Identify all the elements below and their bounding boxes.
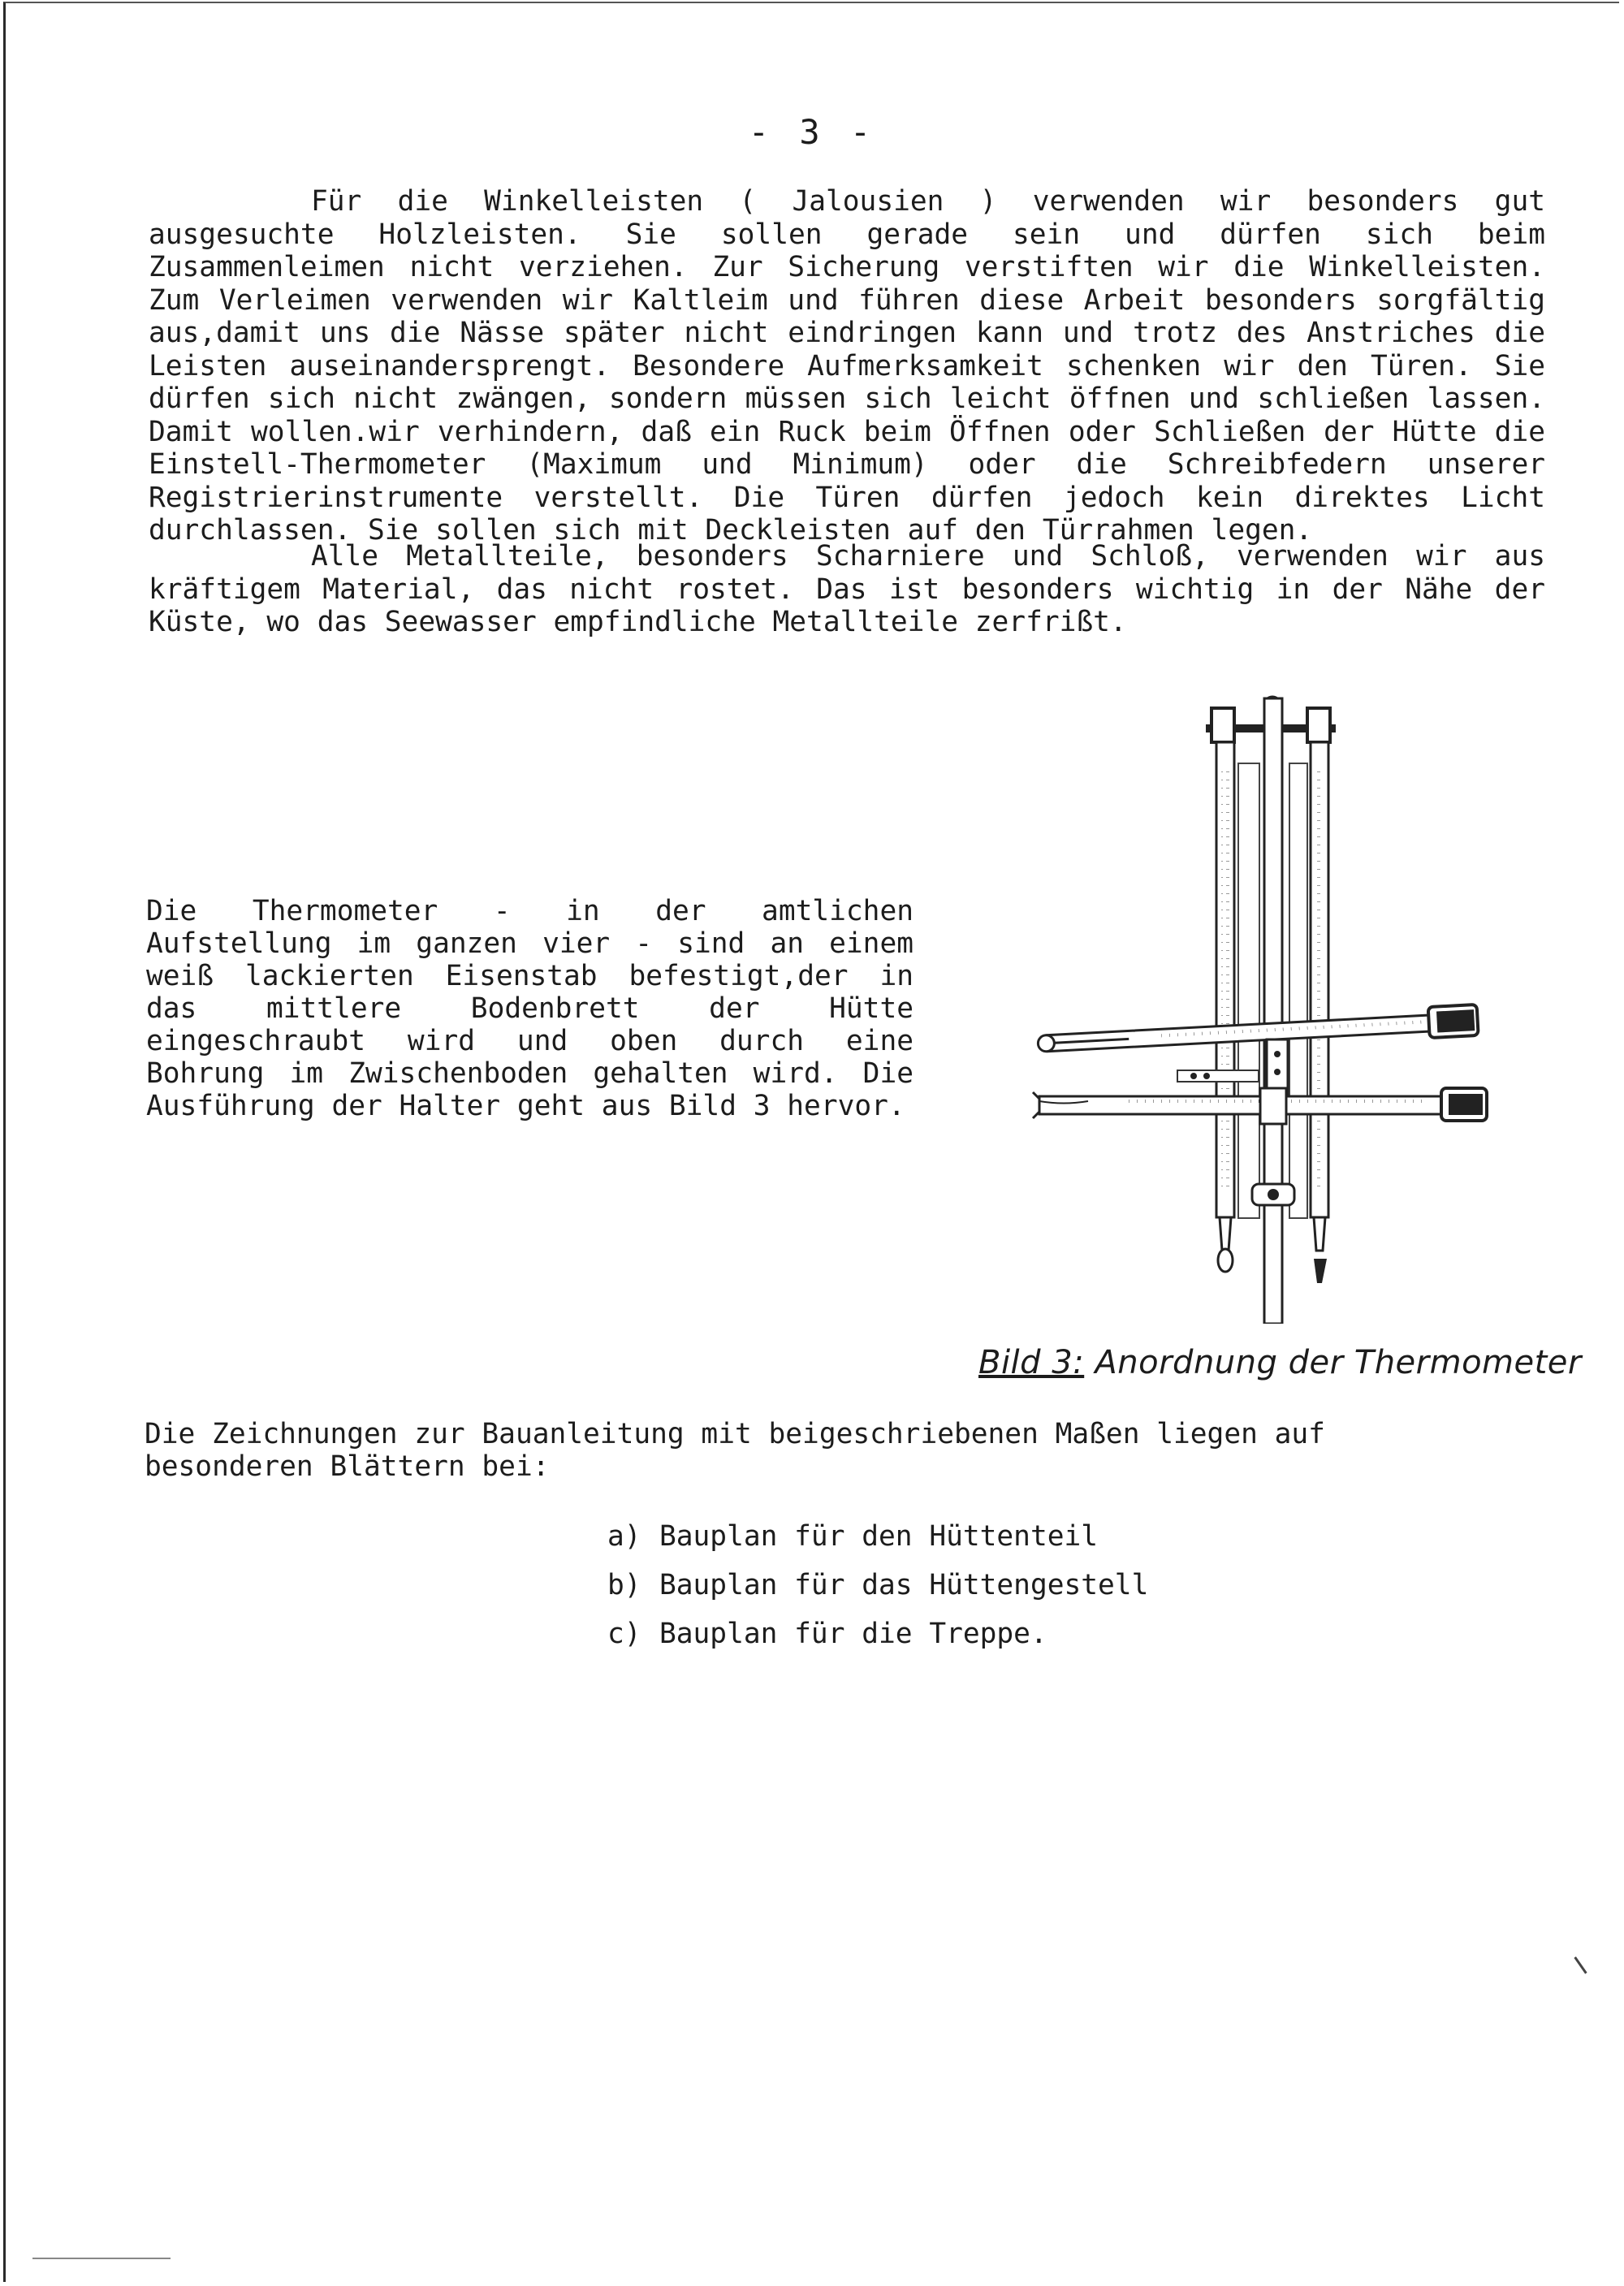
construction-plan-list — [607, 1512, 1148, 1658]
list-item-text: Bauplan für den Hüttenteil — [659, 1520, 1099, 1553]
list-item-text: Bauplan für das Hüttengestell — [659, 1569, 1149, 1601]
page-number: - 3 - — [748, 112, 876, 152]
list-marker: b) — [607, 1569, 641, 1601]
paragraph-slats-and-doors — [149, 185, 1545, 547]
list-marker: c) — [607, 1618, 641, 1650]
thermometer-assembly-icon — [1031, 690, 1510, 1324]
paragraph-metal-parts — [149, 540, 1545, 639]
paragraph-metal-parts-text: Alle Metallteile, besonders Scharniere und Schloß, verwenden wir aus kräftigem Material, das nicht rostet. Das ist besonders wichtig in der Nähe der Küste, wo das Seewasser empfindliche Metallteile zerfrißt. — [149, 540, 1545, 638]
list-item-text: Bauplan für die Treppe. — [659, 1618, 1047, 1650]
list-marker: a) — [607, 1520, 641, 1553]
figure-caption-text: Anordnung der Thermometer — [1095, 1344, 1582, 1381]
thermometer-figure — [1031, 690, 1510, 1324]
figure-caption-label: Bild 3: — [978, 1344, 1085, 1381]
drawings-intro: Die Zeichnungen zur Bauanleitung mit beigeschriebenen Maßen liegen auf besonderen Blättern bei: — [145, 1418, 1325, 1483]
list-item — [607, 1512, 1148, 1561]
list-item — [607, 1561, 1148, 1610]
thermometer-description: Die Thermometer - in der amtlichen Aufstellung im ganzen vier - sind an einem weiß lackierten Eisenstab befestigt,der in das mittlere Bodenbrett der Hütte eingeschraubt wird und oben durch eine Bohrung im Zwischenboden gehalten wird. Die Ausführung der Halter geht aus Bild 3 hervor. — [146, 895, 914, 1122]
paragraph-slats-and-doors-text: Für die Winkelleisten ( Jalousien ) verwenden wir besonders gut ausgesuchte Holzleisten. Sie sollen gerade sein und dürfen sich beim Zusammenleimen nicht verziehen. Zur Sicherung verstiften wir die Winkelleisten. Zum Verleimen verwenden wir Kaltleim und führen diese Arbeit besonders sorgfältig aus,damit uns die Nässe später nicht eindringen kann und trotz des Anstriches die Leisten auseinandersprengt. Besondere Aufmerksamkeit schenken wir den Türen. Sie dürfen sich nicht zwängen, sondern müssen sich leicht öffnen und schließen lassen. Damit wollen.wir verhindern, daß ein Ruck beim Öffnen oder Schließen der Hütte die Einstell-Thermometer (Maximum und Minimum) oder die Schreibfedern unserer Registrierinstrumente verstellt. Die Türen dürfen jedoch kein direktes Licht durchlassen. Sie sollen sich mit Deckleisten auf den Türrahmen legen. — [149, 185, 1545, 547]
bottom-edge-line — [32, 2258, 171, 2259]
list-item — [607, 1610, 1148, 1658]
figure-caption — [978, 1344, 1582, 1381]
